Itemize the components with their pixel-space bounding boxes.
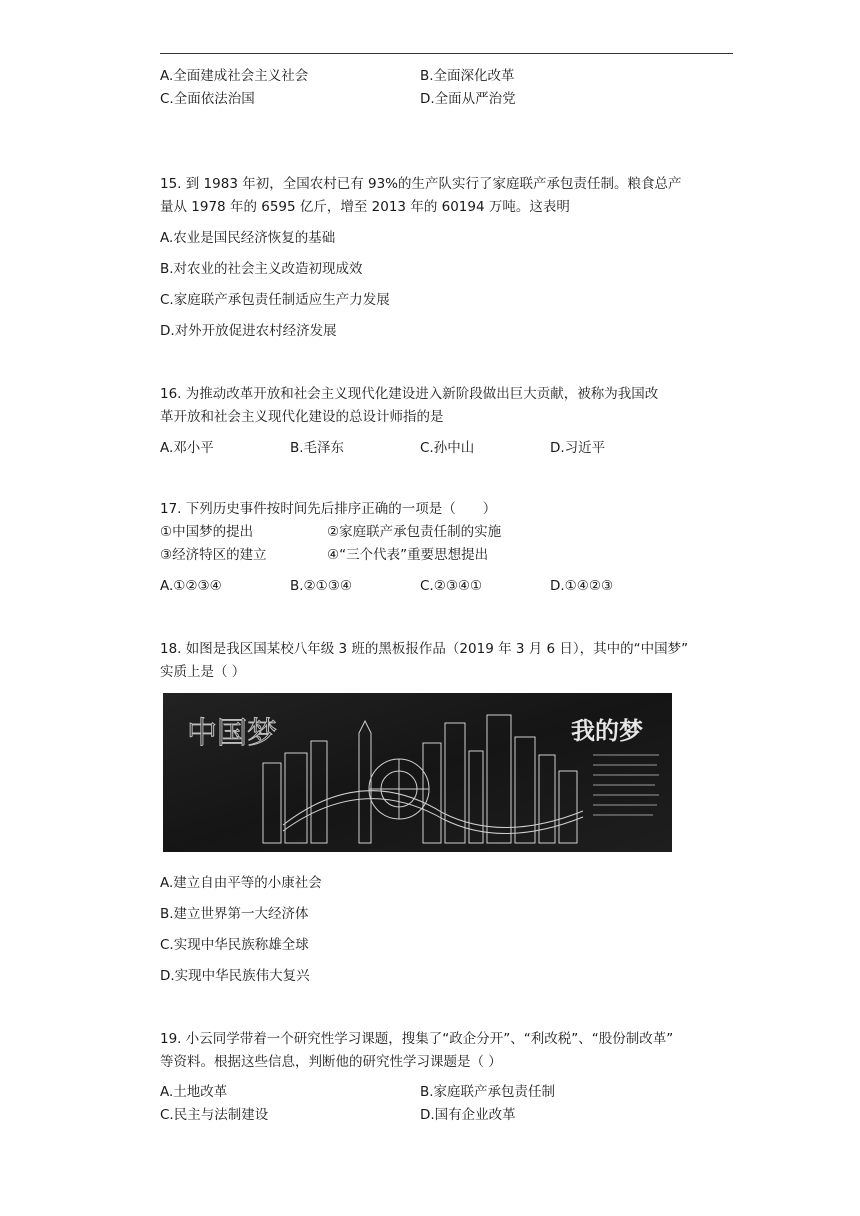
q16-stem-line-2: 革开放和社会主义现代化建设的总设计师指的是 bbox=[160, 409, 444, 425]
q15-stem-line-1: 15. 到 1983 年初，全国农村已有 93%的生产队实行了家庭联产承包责任制。粮食总产 bbox=[160, 176, 682, 192]
q18-option-c[interactable]: C.实现中华民族称雄全球 bbox=[160, 937, 309, 953]
q15-option-d[interactable]: D.对外开放促进农村经济发展 bbox=[160, 323, 337, 339]
q15-option-b[interactable]: B.对农业的社会主义改造初现成效 bbox=[160, 261, 363, 277]
q17-event-4: ④“三个代表”重要思想提出 bbox=[327, 547, 489, 563]
blackboard-image bbox=[163, 693, 672, 852]
q14-option-a[interactable]: A.全面建成社会主义社会 bbox=[160, 68, 309, 84]
q19-option-a[interactable]: A.土地改革 bbox=[160, 1084, 228, 1100]
q16-option-a[interactable]: A.邓小平 bbox=[160, 440, 214, 456]
header-rule bbox=[160, 53, 733, 54]
q15-option-a[interactable]: A.农业是国民经济恢复的基础 bbox=[160, 230, 336, 246]
q19-option-d[interactable]: D.国有企业改革 bbox=[420, 1107, 516, 1123]
q17-option-d[interactable]: D.①④②③ bbox=[550, 578, 614, 594]
q17-event-2: ②家庭联产承包责任制的实施 bbox=[327, 524, 502, 540]
q19-stem-line-2: 等资料。根据这些信息，判断他的研究性学习课题是（ ） bbox=[160, 1054, 502, 1070]
blackboard-title-left: 中国梦 bbox=[187, 716, 277, 751]
q18-option-b[interactable]: B.建立世界第一大经济体 bbox=[160, 906, 309, 922]
q16-option-b[interactable]: B.毛泽东 bbox=[290, 440, 345, 456]
q18-option-a[interactable]: A.建立自由平等的小康社会 bbox=[160, 875, 322, 891]
q18-stem-line-2: 实质上是（ ） bbox=[160, 664, 246, 680]
q17-option-c[interactable]: C.②③④① bbox=[420, 578, 483, 594]
q14-option-c[interactable]: C.全面依法治国 bbox=[160, 91, 255, 107]
q17-stem: 17. 下列历史事件按时间先后排序正确的一项是（ ） bbox=[160, 501, 497, 517]
q14-option-d[interactable]: D.全面从严治党 bbox=[420, 91, 516, 107]
q19-option-c[interactable]: C.民主与法制建设 bbox=[160, 1107, 269, 1123]
q15-stem-line-2: 量从 1978 年的 6595 亿斤，增至 2013 年的 60194 万吨。这表明 bbox=[160, 199, 570, 215]
q14-option-b[interactable]: B.全面深化改革 bbox=[420, 68, 515, 84]
q16-option-c[interactable]: C.孙中山 bbox=[420, 440, 475, 456]
q19-stem-line-1: 19. 小云同学带着一个研究性学习课题，搜集了“政企分开”、“利改税”、“股份制改革” bbox=[160, 1031, 674, 1047]
q15-option-c[interactable]: C.家庭联产承包责任制适应生产力发展 bbox=[160, 292, 390, 308]
q17-event-1: ①中国梦的提出 bbox=[160, 524, 254, 540]
q17-event-3: ③经济特区的建立 bbox=[160, 547, 267, 563]
q16-option-d[interactable]: D.习近平 bbox=[550, 440, 606, 456]
q17-option-a[interactable]: A.①②③④ bbox=[160, 578, 222, 594]
q16-stem-line-1: 16. 为推动改革开放和社会主义现代化建设进入新阶段做出巨大贡献，被称为我国改 bbox=[160, 386, 659, 402]
q18-option-d[interactable]: D.实现中华民族伟大复兴 bbox=[160, 968, 310, 984]
q18-stem-line-1: 18. 如图是我区国某校八年级 3 班的黑板报作品（2019 年 3 月 6 日），其中的“中国梦” bbox=[160, 641, 689, 657]
q17-option-b[interactable]: B.②①③④ bbox=[290, 578, 352, 594]
blackboard-title-right: 我的梦 bbox=[571, 717, 643, 745]
q19-option-b[interactable]: B.家庭联产承包责任制 bbox=[420, 1084, 556, 1100]
